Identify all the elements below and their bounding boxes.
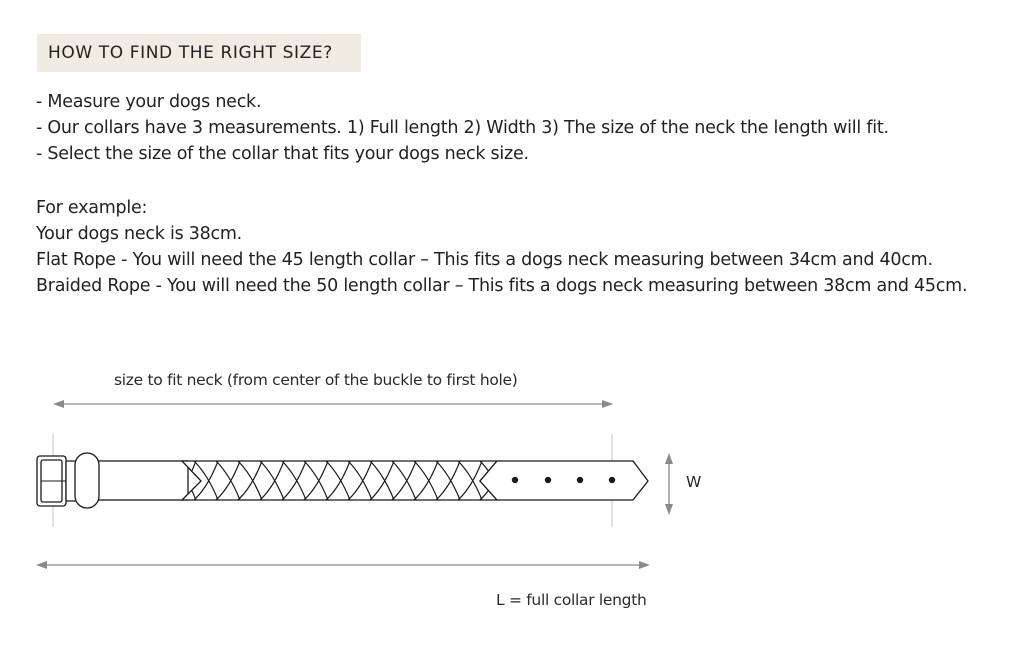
example-flat-rope: Flat Rope - You will need the 45 length collar – This fits a dogs neck measuring between 34cm and 40cm. (36, 250, 933, 270)
page-title: HOW TO FIND THE RIGHT SIZE? (48, 43, 333, 63)
instruction-item: - Measure your dogs neck. (36, 92, 262, 112)
collar-leather-end (75, 453, 188, 508)
full-length-arrow (36, 561, 650, 569)
width-arrow (665, 453, 673, 515)
collar-tip (480, 461, 648, 500)
buckle (37, 456, 76, 506)
width-label: W (686, 473, 702, 491)
collar-hole (609, 477, 615, 483)
collar (37, 453, 648, 508)
collar-hole (545, 477, 551, 483)
instruction-item: - Our collars have 3 measurements. 1) Full length 2) Width 3) The size of the neck the length will fit. (36, 118, 889, 138)
collar-hole (577, 477, 583, 483)
neck-size-label: size to fit neck (from center of the buckle to first hole) (114, 371, 518, 389)
example-braided-rope: Braided Rope - You will need the 50 length collar – This fits a dogs neck measuring between 38cm and 45cm. (36, 276, 968, 296)
example-neck: Your dogs neck is 38cm. (36, 224, 242, 244)
neck-size-arrow (53, 400, 613, 408)
collar-hole (512, 477, 518, 483)
example-intro: For example: (36, 198, 148, 218)
instruction-item: - Select the size of the collar that fits your dogs neck size. (36, 144, 529, 164)
length-label: L = full collar length (496, 591, 647, 609)
